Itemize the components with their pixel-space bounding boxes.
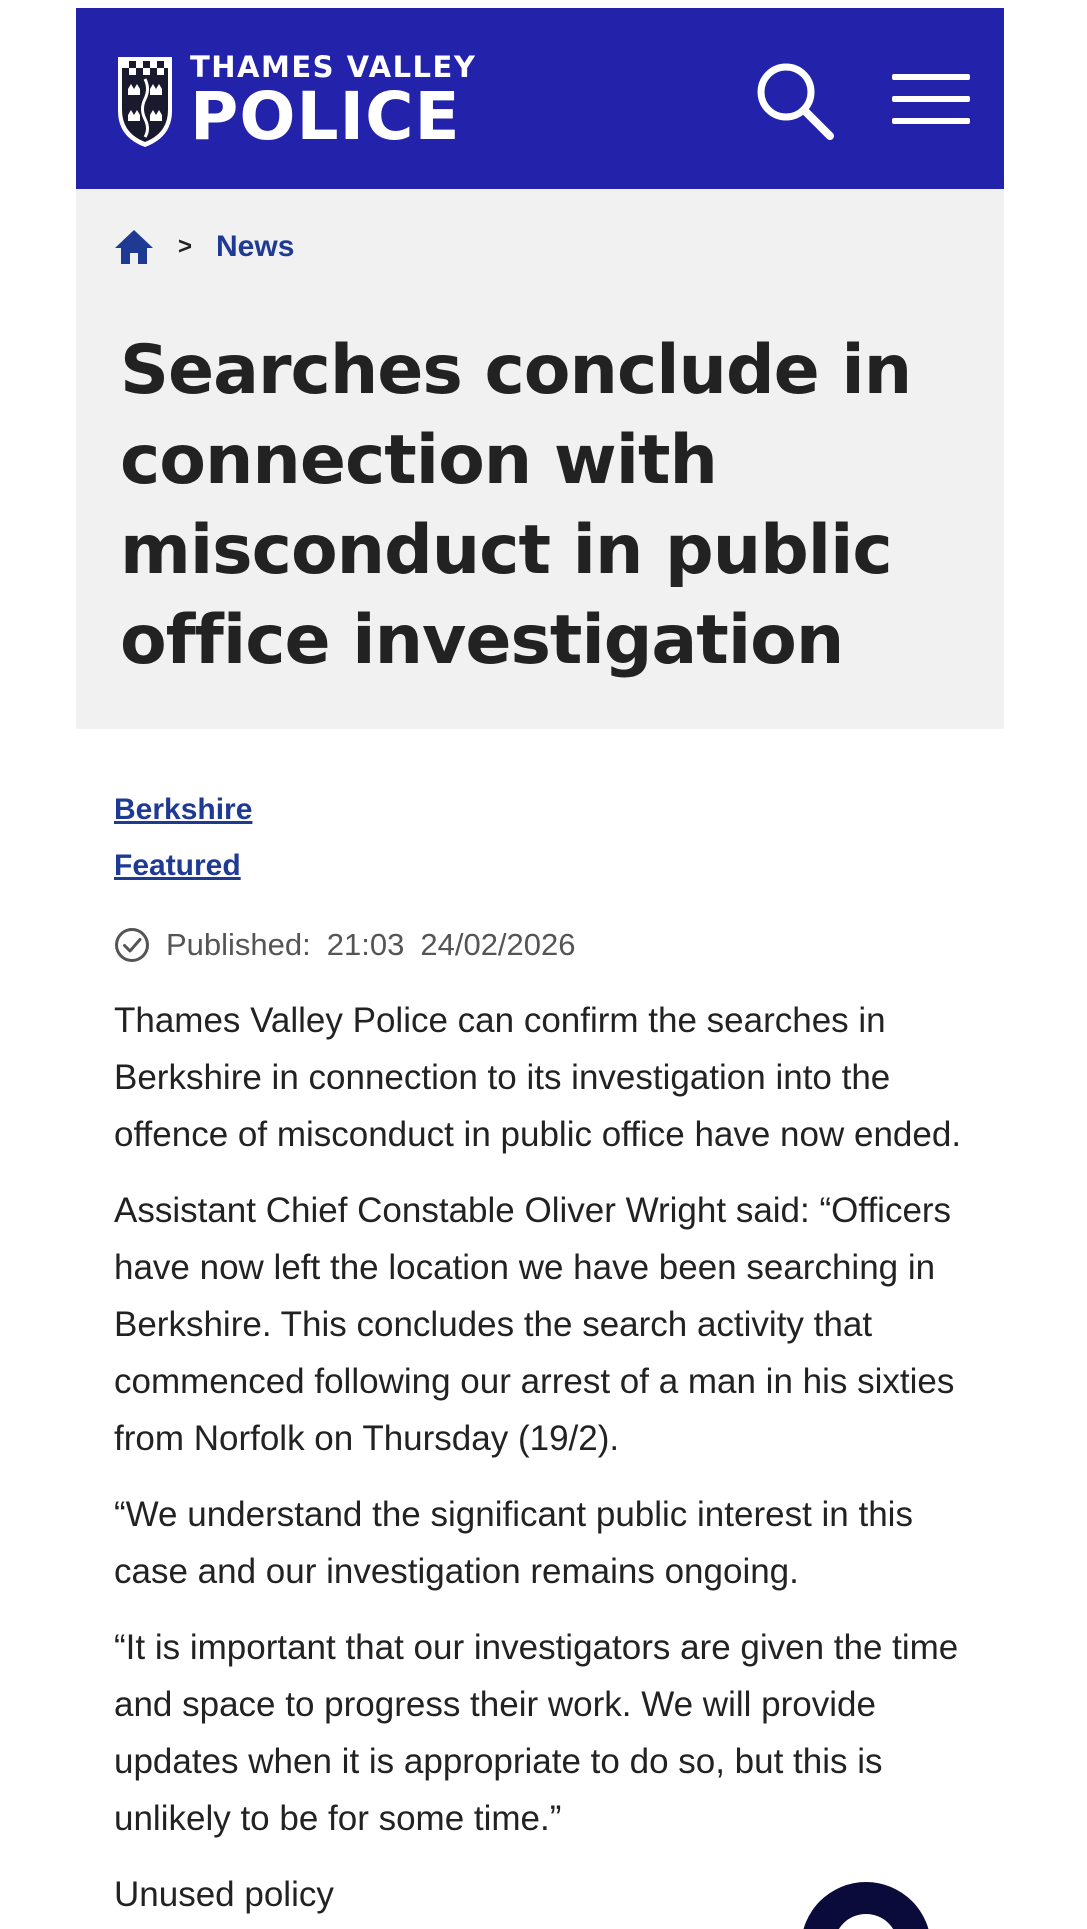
hamburger-menu-icon[interactable] (892, 72, 970, 126)
chat-icon (834, 1914, 898, 1929)
page (76, 8, 1004, 1929)
crest-logo-icon (114, 53, 176, 149)
category-links (114, 792, 252, 904)
published-time: 21:03 (326, 927, 405, 962)
article-hero (76, 189, 1004, 729)
published-info (114, 925, 576, 965)
home-icon[interactable] (114, 229, 154, 265)
article-body (114, 992, 976, 1929)
published-label: Published: (166, 927, 311, 962)
article-paragraph-partial: Unused policy (114, 1875, 334, 1914)
page-title: Searches conclude in connection with misconduct in public office investigation (120, 331, 912, 680)
article-paragraph: Thames Valley Police can confirm the searches in Berkshire in connection to its investigation into the offence of misconduct in public office have now ended. (114, 1001, 962, 1154)
site-header (76, 8, 1004, 189)
logo-top-text: THAMES VALLEY (190, 49, 477, 84)
breadcrumb (114, 227, 294, 267)
article-paragraph: Assistant Chief Constable Oliver Wright said: “Officers have now left the location we have been searching in Berkshire. This concludes the search activity that commenced following our arrest of a man in his sixties from Norfolk on Thursday (19/2). (114, 1191, 955, 1458)
check-circle-icon (114, 927, 150, 963)
category-link-featured[interactable]: Featured (114, 849, 241, 882)
category-link-berkshire[interactable]: Berkshire (114, 793, 253, 826)
article-paragraph: “It is important that our investigators are given the time and space to progress their work. We will provide updates when it is appropriate to do so, but this is unlikely to be for some time.” (114, 1628, 959, 1838)
published-date: 24/02/2026 (420, 927, 576, 962)
breadcrumb-separator: > (178, 233, 193, 260)
logo-text (190, 49, 477, 155)
logo-main-text: POLICE (190, 77, 461, 155)
logo-link[interactable] (114, 48, 476, 154)
article-paragraph: “We understand the significant public interest in this case and our investigation remains ongoing. (114, 1495, 913, 1591)
search-icon[interactable] (752, 58, 836, 142)
breadcrumb-news-link[interactable]: News (216, 230, 295, 263)
